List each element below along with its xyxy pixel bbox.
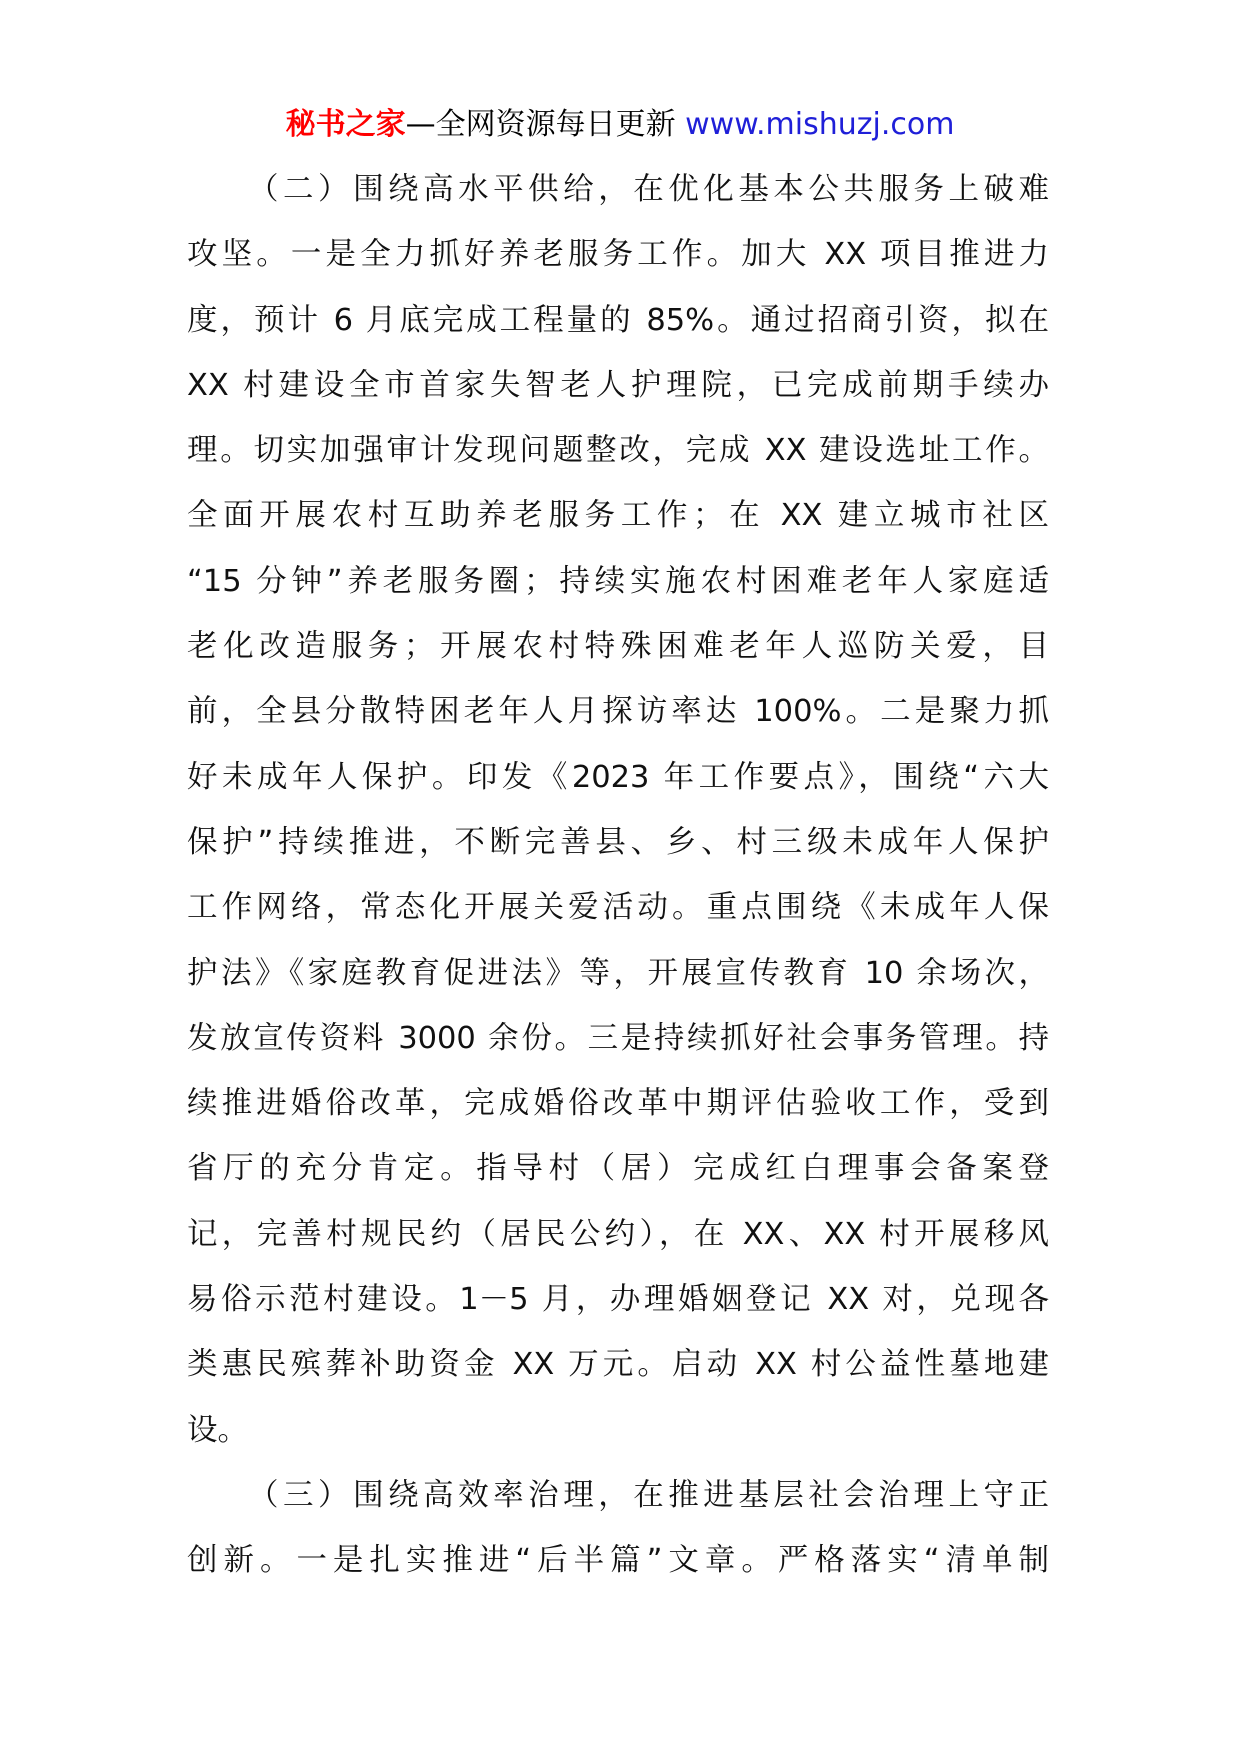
text-line: “15 分钟”养老服务圈；持续实施农村困难老年人家庭适 (187, 563, 1049, 599)
text-line: 发放宣传资料 3000 余份。三是持续抓好社会事务管理。持 (187, 1020, 1049, 1056)
text-line: 度，预计 6 月底完成工程量的 85%。通过招商引资，拟在 (187, 302, 1049, 338)
text-line: 续推进婚俗改革，完成婚俗改革中期评估验收工作，受到 (187, 1086, 1049, 1122)
text-line: 前，全县分散特困老年人月探访率达 100%。二是聚力抓 (187, 694, 1049, 730)
header-url-link[interactable]: www.mishuzj.com (685, 107, 955, 142)
paragraph (187, 157, 1049, 1463)
text-line: 设。 (187, 1412, 248, 1448)
text-line: （二）围绕高水平供给，在优化基本公共服务上破难 (248, 172, 1049, 207)
header-tagline: —全网资源每日更新 (405, 107, 676, 142)
page-header (0, 103, 1240, 147)
text-line: 创新。一是扎实推进“后半篇”文章。严格落实“清单制 (187, 1543, 1049, 1579)
paragraph (187, 1463, 1049, 1594)
document-body (187, 157, 1049, 1594)
text-line: 易俗示范村建设。1－5 月，办理婚姻登记 XX 对，兑现各 (187, 1282, 1049, 1318)
text-line: 全面开展农村互助养老服务工作；在 XX 建立城市社区 (187, 498, 1049, 534)
text-line: 好未成年人保护。印发《2023 年工作要点》，围绕“六大 (187, 759, 1049, 795)
text-line: 类惠民殡葬补助资金 XX 万元。启动 XX 村公益性墓地建 (187, 1347, 1049, 1383)
text-line: （三）围绕高效率治理，在推进基层社会治理上守正 (248, 1477, 1049, 1513)
text-line: 护法》《家庭教育促进法》等，开展宣传教育 10 余场次， (187, 955, 1049, 991)
text-line: 记，完善村规民约（居民公约），在 XX、XX 村开展移风 (187, 1216, 1049, 1252)
text-line: 老化改造服务；开展农村特殊困难老年人巡防关爱，目 (187, 629, 1049, 665)
text-line: 保护”持续推进，不断完善县、乡、村三级未成年人保护 (187, 824, 1049, 860)
text-line: 省厅的充分肯定。指导村（居）完成红白理事会备案登 (187, 1151, 1049, 1187)
text-line: 理。切实加强审计发现问题整改，完成 XX 建设选址工作。 (187, 433, 1049, 469)
text-line: XX 村建设全市首家失智老人护理院，已完成前期手续办 (187, 367, 1049, 403)
text-line: 工作网络，常态化开展关爱活动。重点围绕《未成年人保 (187, 890, 1049, 926)
header-brand: 秘书之家 (285, 107, 406, 142)
text-line: 攻坚。一是全力抓好养老服务工作。加大 XX 项目推进力 (187, 237, 1049, 273)
